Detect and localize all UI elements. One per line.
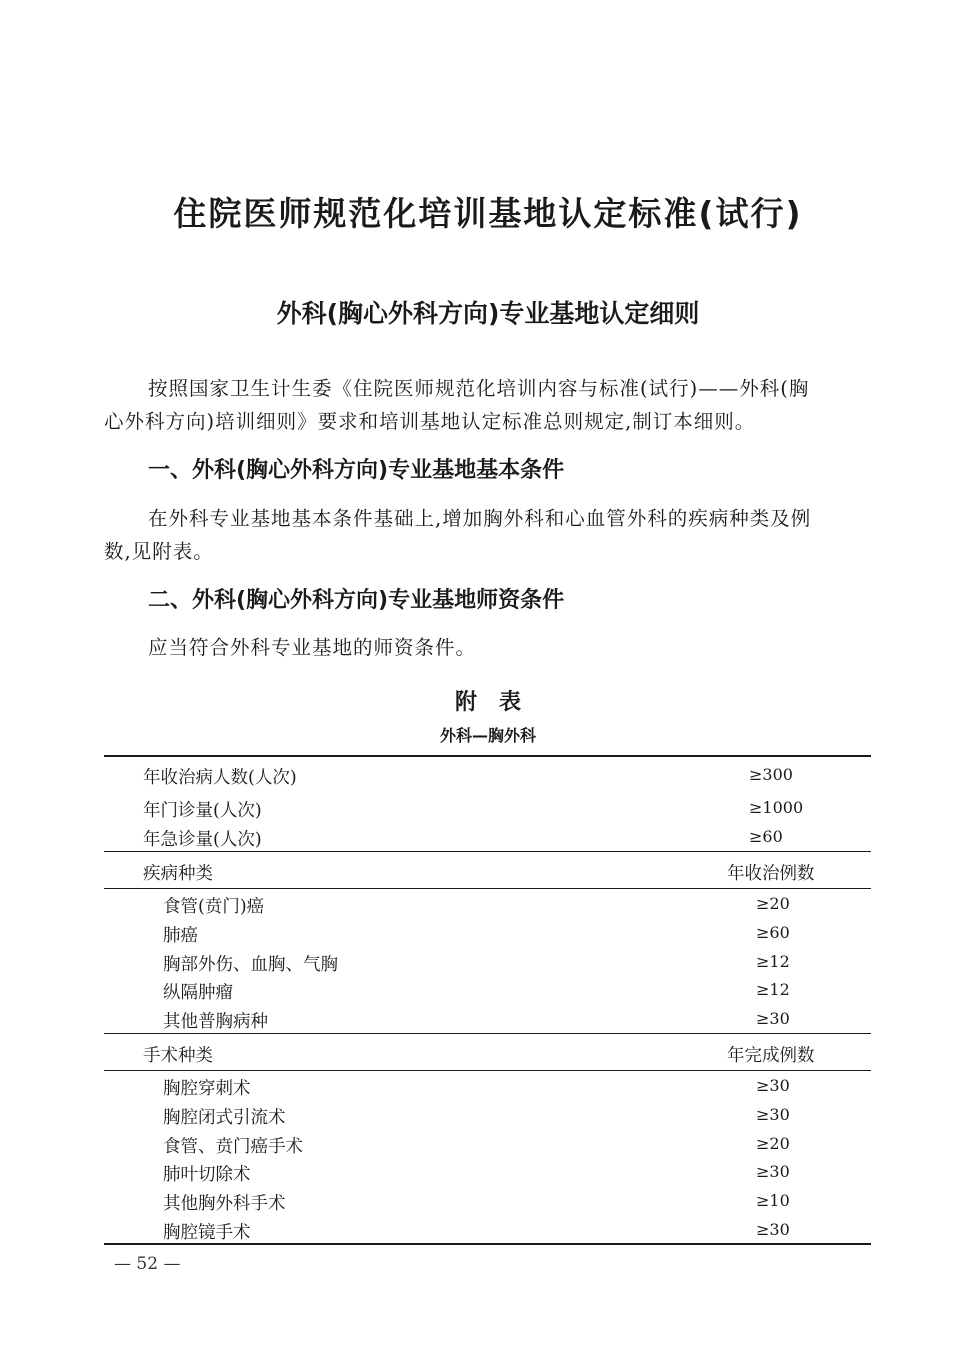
section-1-line-2: 数,见附表。 bbox=[104, 540, 214, 563]
table-row-label: 食管(贲门)癌 bbox=[163, 897, 265, 917]
table-row-value: ≥20 bbox=[756, 1134, 790, 1153]
table-row-value: ≥60 bbox=[749, 827, 783, 846]
table-row-label: 年收治病人数(人次) bbox=[143, 768, 297, 788]
table-row-label: 纵隔肿瘤 bbox=[163, 983, 233, 1003]
section-1-heading: 一、外科(胸心外科方向)专业基地基本条件 bbox=[148, 458, 565, 483]
surgery-header-value: 年完成例数 bbox=[727, 1046, 815, 1066]
surgery-header-label: 手术种类 bbox=[143, 1046, 213, 1066]
table-row-label: 胸腔闭式引流术 bbox=[163, 1108, 286, 1128]
table-row-value: ≥30 bbox=[756, 1105, 790, 1124]
table-divider bbox=[104, 851, 871, 852]
table-row-label: 胸部外伤、血胸、气胸 bbox=[163, 955, 338, 975]
table-row-value: ≥30 bbox=[756, 1220, 790, 1239]
table-row-label: 其他胸外科手术 bbox=[163, 1194, 286, 1214]
table-row-value: ≥10 bbox=[756, 1191, 790, 1210]
section-2-line-1: 应当符合外科专业基地的师资条件。 bbox=[148, 636, 477, 659]
table-row-value: ≥60 bbox=[756, 923, 790, 942]
table-row-value: ≥12 bbox=[756, 980, 790, 999]
table-divider bbox=[104, 888, 871, 889]
table-row-value: ≥30 bbox=[756, 1009, 790, 1028]
table-divider bbox=[104, 1033, 871, 1034]
table-row-label: 其他普胸病种 bbox=[163, 1012, 268, 1032]
intro-line-2: 心外科方向)培训细则》要求和培训基地认定标准总则规定,制订本细则。 bbox=[104, 410, 756, 433]
section-2-heading: 二、外科(胸心外科方向)专业基地师资条件 bbox=[148, 588, 565, 613]
table-divider bbox=[104, 1070, 871, 1071]
table-bottom-rule bbox=[104, 1243, 871, 1245]
disease-header-value: 年收治例数 bbox=[727, 864, 815, 884]
table-row-label: 肺叶切除术 bbox=[163, 1165, 251, 1185]
table-row-value: ≥20 bbox=[756, 894, 790, 913]
table-row-label: 食管、贲门癌手术 bbox=[163, 1137, 303, 1157]
intro-line-1: 按照国家卫生计生委《住院医师规范化培训内容与标准(试行)——外科(胸 bbox=[148, 377, 810, 400]
page-title: 住院医师规范化培训基地认定标准(试行) bbox=[173, 194, 803, 233]
table-title: 附 表 bbox=[454, 690, 521, 715]
table-row-value: ≥30 bbox=[756, 1076, 790, 1095]
section-1-line-1: 在外科专业基地基本条件基础上,增加胸外科和心血管外科的疾病种类及例 bbox=[148, 507, 812, 530]
table-row-label: 年门诊量(人次) bbox=[143, 801, 262, 821]
page-number: — 52 — bbox=[114, 1254, 181, 1274]
table-row-value: ≥12 bbox=[756, 952, 790, 971]
table-row-value: ≥1000 bbox=[749, 798, 804, 817]
disease-header-label: 疾病种类 bbox=[143, 864, 213, 884]
document-subtitle: 外科(胸心外科方向)专业基地认定细则 bbox=[276, 299, 700, 328]
table-row-label: 年急诊量(人次) bbox=[143, 830, 262, 850]
table-row-label: 胸腔穿刺术 bbox=[163, 1079, 251, 1099]
table-row-value: ≥300 bbox=[749, 765, 793, 784]
table-subtitle: 外科—胸外科 bbox=[439, 726, 536, 745]
table-row-value: ≥30 bbox=[756, 1162, 790, 1181]
table-row-label: 肺癌 bbox=[163, 926, 198, 946]
table-row-label: 胸腔镜手术 bbox=[163, 1223, 251, 1243]
table-top-rule bbox=[104, 755, 871, 757]
